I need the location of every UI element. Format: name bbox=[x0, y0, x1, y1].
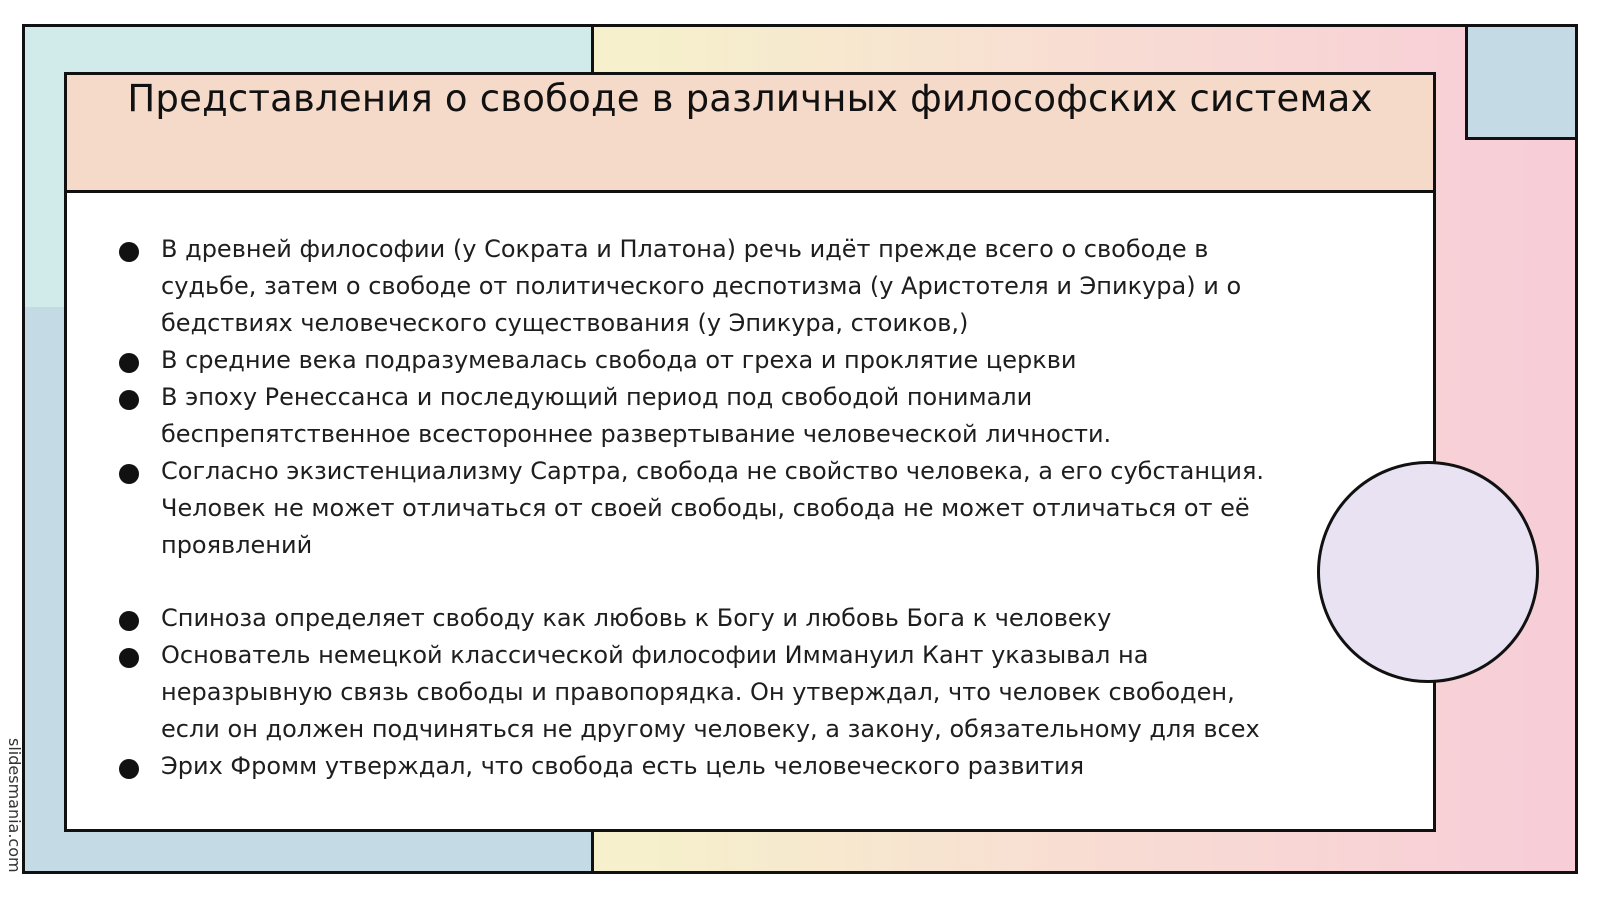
bullet-dot-icon bbox=[119, 353, 139, 373]
bullet-area bbox=[67, 193, 1367, 785]
bullet-dot-icon bbox=[119, 611, 139, 631]
bullet-item bbox=[161, 453, 1287, 564]
bullet-item bbox=[161, 379, 1287, 453]
bullet-dot-icon bbox=[119, 759, 139, 779]
bullet-text: Эрих Фромм утверждал, что свобода есть цель человеческого развития bbox=[161, 752, 1085, 780]
bullet-item bbox=[161, 342, 1287, 379]
content-card bbox=[64, 72, 1436, 832]
bullet-text: Спиноза определяет свободу как любовь к Богу и любовь Бога к человеку bbox=[161, 604, 1112, 632]
bullet-list bbox=[161, 231, 1287, 785]
bullet-dot-icon bbox=[119, 648, 139, 668]
bullet-dot-icon bbox=[119, 464, 139, 484]
title-bar bbox=[67, 75, 1433, 193]
slide-title: Представления о свободе в различных философских системах bbox=[127, 77, 1373, 120]
bullet-item bbox=[161, 231, 1287, 342]
decor-panel-top-right bbox=[1465, 27, 1578, 140]
bullet-text: В древней философии (у Сократа и Платона) речь идёт прежде всего о свободе в судьбе, затем о свободе от политического деспотизма (у Аристотеля и Эпикура) и о бедствиях человеческого существования (у Эпикура, стоиков,) bbox=[161, 235, 1242, 337]
bullet-item bbox=[161, 600, 1287, 637]
bullet-text: Основатель немецкой классической философии Иммануил Кант указывал на неразрывную связь свободы и правопорядка. Он утверждал, что человек свободен, если он должен подчиняться не другому человеку, а закону, обязательному для всех bbox=[161, 641, 1260, 743]
bullet-text: В эпоху Ренессанса и последующий период под свободой понимали беспрепятственное всестороннее развертывание человеческой личности. bbox=[161, 383, 1112, 448]
bullet-dot-icon bbox=[119, 390, 139, 410]
bullet-text: Согласно экзистенциализму Сартра, свобода не свойство человека, а его субстанция. Человек не может отличаться от своей свободы, свобода не может отличаться от её проявлений bbox=[161, 457, 1265, 559]
bullet-item bbox=[161, 637, 1287, 748]
bullet-text: В средние века подразумевалась свобода от греха и проклятие церкви bbox=[161, 346, 1077, 374]
bullet-item bbox=[161, 748, 1287, 785]
decor-circle bbox=[1317, 461, 1539, 683]
watermark: slidesmania.com bbox=[5, 738, 24, 873]
bullet-dot-icon bbox=[119, 242, 139, 262]
